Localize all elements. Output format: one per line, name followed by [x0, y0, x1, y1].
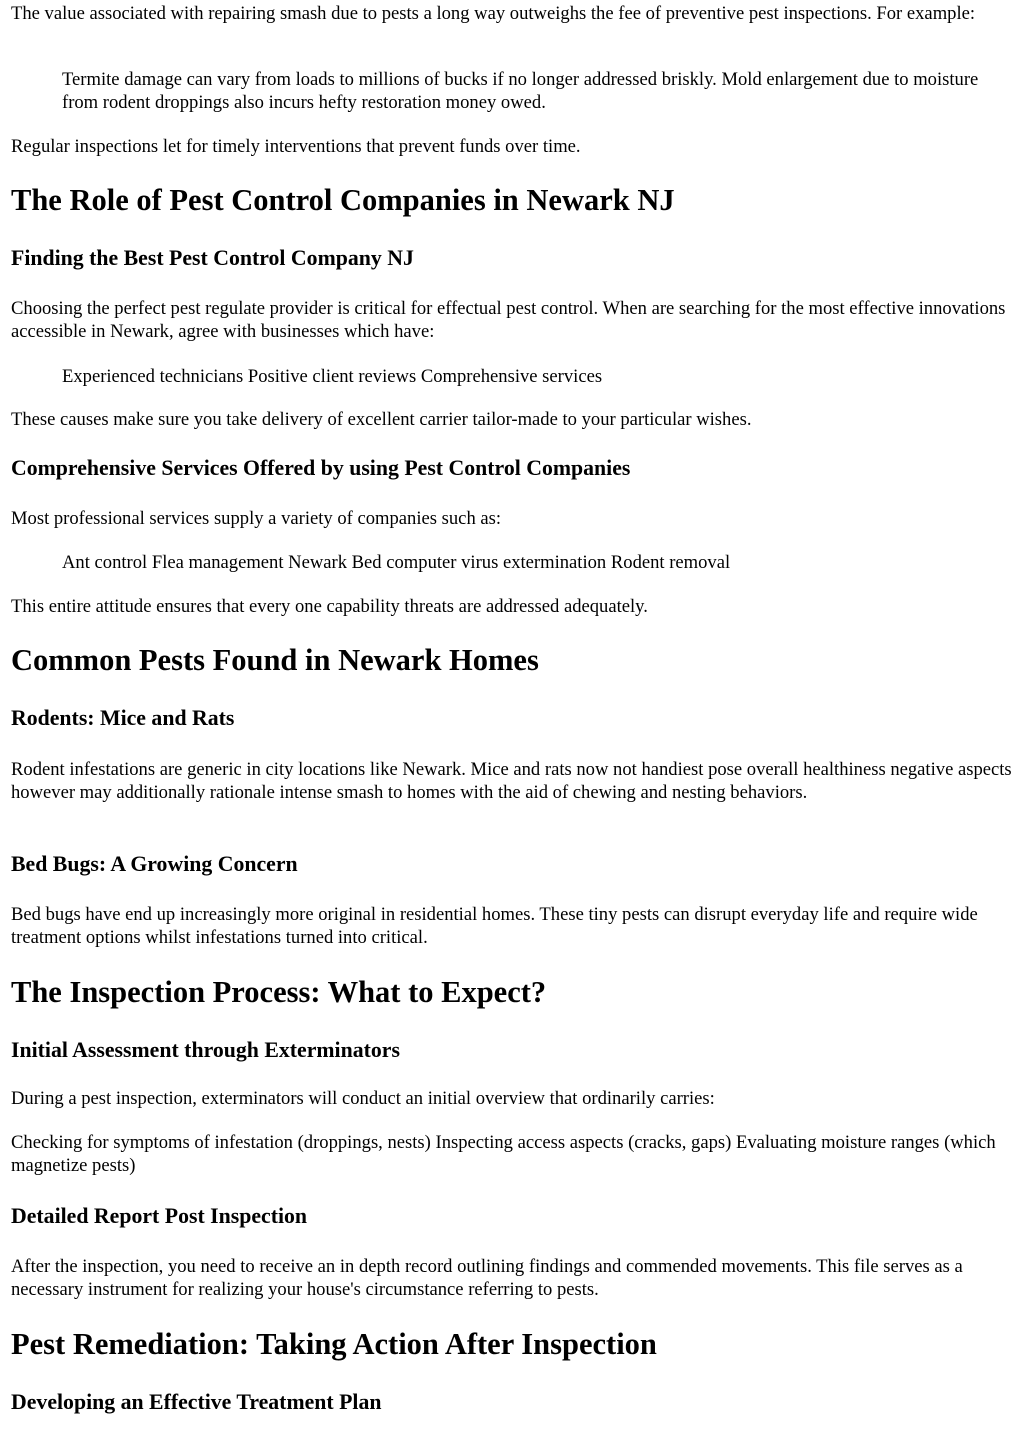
heading-bed-bugs: Bed Bugs: A Growing Concern: [11, 852, 298, 876]
heading-treatment-plan: Developing an Effective Treatment Plan: [11, 1390, 382, 1414]
paragraph-rodent-infestations: Rodent infestations are generic in city locations like Newark. Mice and rats now not handiest pose overall healthiness negative aspects however may additionally rationale intense smash to homes with the aid of chewing and nesting behaviors.: [11, 759, 1012, 803]
blockquote-provider-qualities: Experienced technicians Positive client reviews Comprehensive services: [62, 366, 603, 387]
heading-rodents: Rodents: Mice and Rats: [11, 706, 235, 730]
heading-role-of-pest-control: The Role of Pest Control Companies in Newark NJ: [11, 183, 675, 217]
heading-inspection-process: The Inspection Process: What to Expect?: [11, 975, 547, 1009]
paragraph-excellent-carrier: These causes make sure you take delivery of excellent carrier tailor-made to your particular wishes.: [11, 409, 752, 430]
blockquote-service-list: Ant control Flea management Newark Bed computer virus extermination Rodent removal: [62, 552, 731, 573]
paragraph-regular-inspections: Regular inspections let for timely interventions that prevent funds over time.: [11, 136, 581, 157]
heading-initial-assessment: Initial Assessment through Exterminators: [11, 1038, 400, 1062]
paragraph-repair-cost: The value associated with repairing smash due to pests a long way outweighs the fee of preventive pest inspections. For example:: [11, 3, 976, 24]
heading-finding-best-company: Finding the Best Pest Control Company NJ: [11, 246, 414, 270]
heading-pest-remediation: Pest Remediation: Taking Action After Inspection: [11, 1327, 657, 1361]
blockquote-termite-damage: Termite damage can vary from loads to millions of bucks if no longer addressed briskly. Mold enlargement due to moisture from rodent droppings also incurs hefty restoration money owed.: [62, 69, 979, 113]
heading-comprehensive-services: Comprehensive Services Offered by using Pest Control Companies: [11, 456, 631, 480]
paragraph-detailed-report: After the inspection, you need to receive an in depth record outlining findings and commended movements. This file serves as a necessary instrument for realizing your house's circumstance referring to pests.: [11, 1256, 963, 1300]
heading-common-pests: Common Pests Found in Newark Homes: [11, 643, 539, 677]
paragraph-professional-services: Most professional services supply a variety of companies such as:: [11, 508, 502, 529]
paragraph-bed-bugs: Bed bugs have end up increasingly more original in residential homes. These tiny pests can disrupt everyday life and require wide treatment options whilst infestations turned into critical.: [11, 904, 978, 948]
paragraph-inspection-checklist: Checking for symptoms of infestation (droppings, nests) Inspecting access aspects (cracks, gaps) Evaluating moisture ranges (which magnetize pests): [11, 1132, 996, 1176]
paragraph-initial-overview: During a pest inspection, exterminators will conduct an initial overview that ordinarily carries:: [11, 1088, 715, 1109]
heading-detailed-report: Detailed Report Post Inspection: [11, 1204, 308, 1228]
paragraph-entire-attitude: This entire attitude ensures that every one capability threats are addressed adequately.: [11, 596, 648, 617]
paragraph-choosing-provider: Choosing the perfect pest regulate provider is critical for effectual pest control. When are searching for the most effective innovations accessible in Newark, agree with businesses which have:: [11, 298, 1006, 342]
